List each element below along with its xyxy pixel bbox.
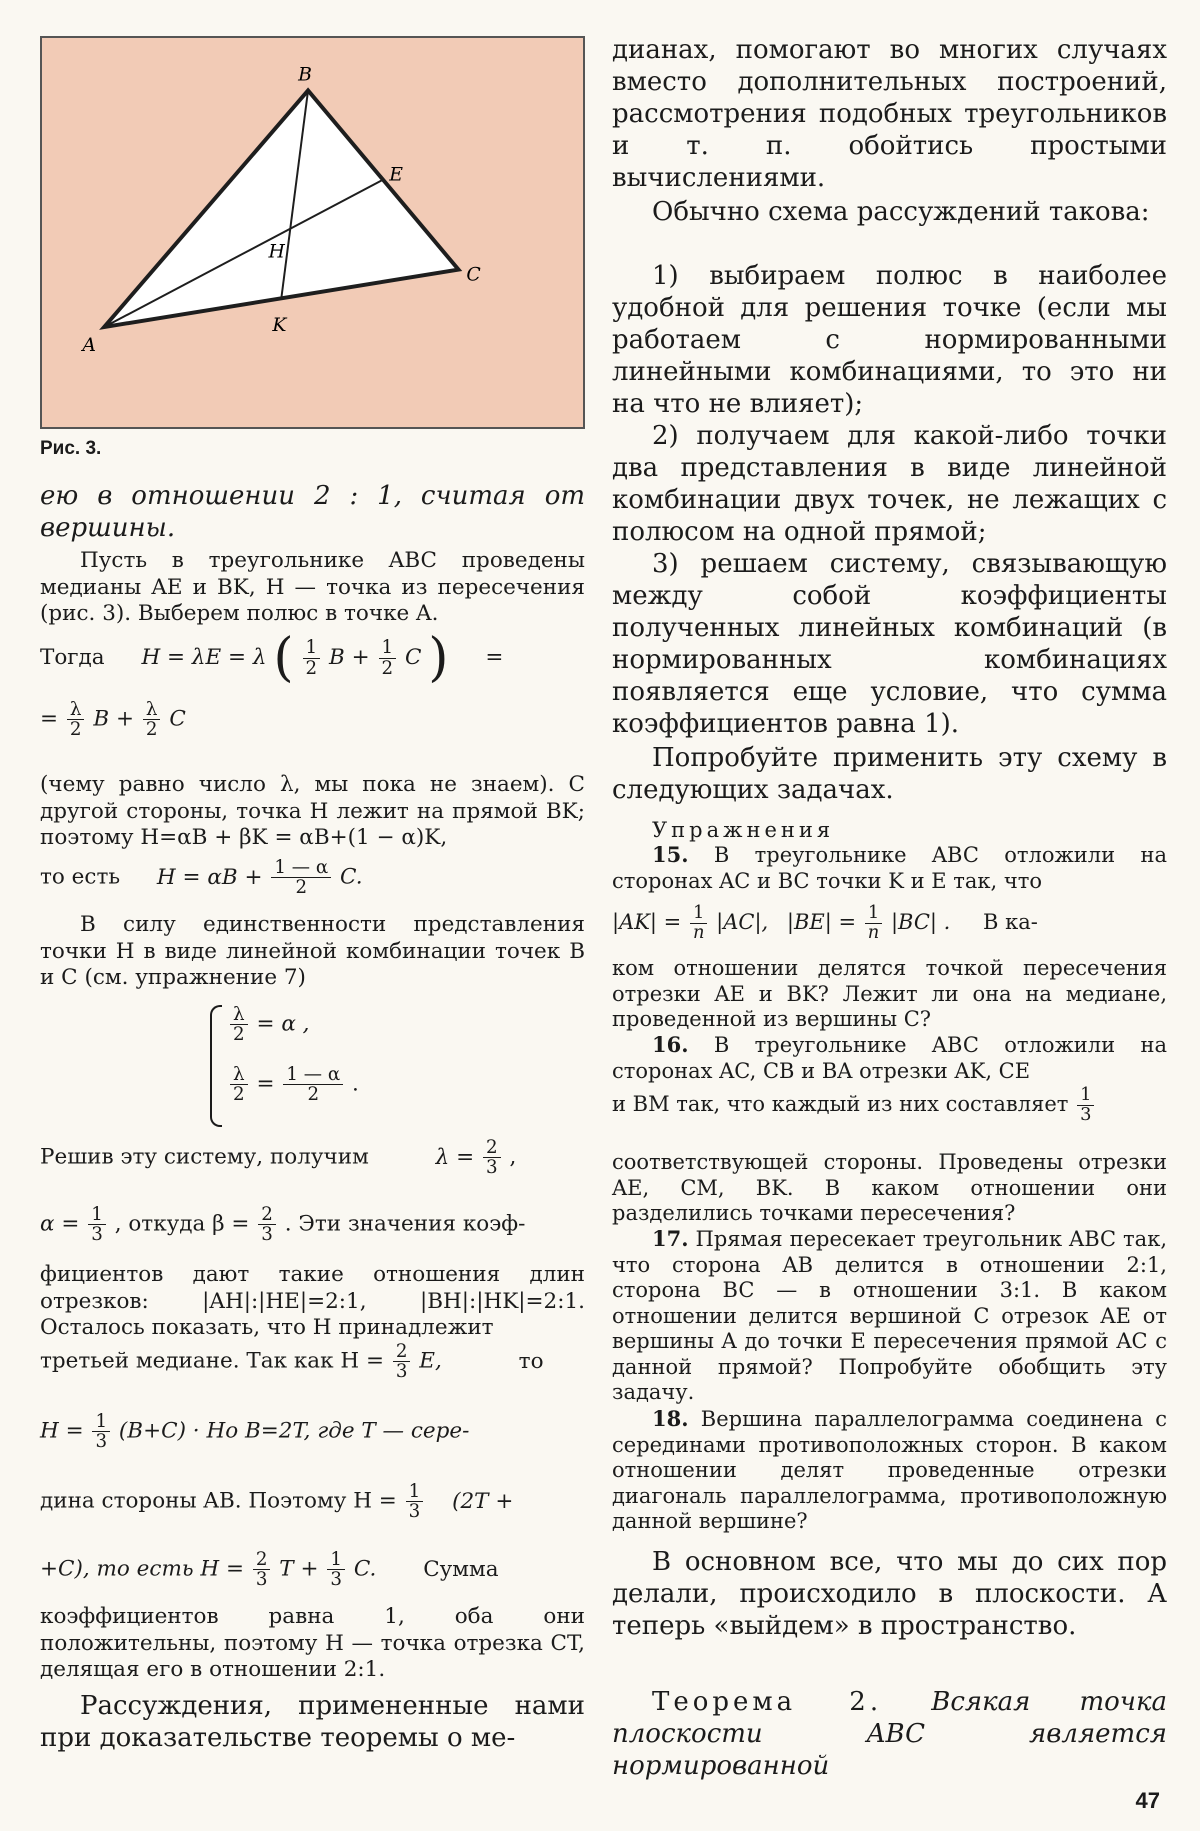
paragraph-reasoning: Рассуждения, примененные нами при доказательстве теоремы о ме- xyxy=(40,1691,585,1753)
plus-sign-2: + xyxy=(115,706,134,732)
system-row-2 xyxy=(228,1065,359,1104)
tretey-text: третьей медиане. Так как H = xyxy=(40,1348,384,1374)
frac-lambda-half-2: $\frac{\lambda}{2}$ xyxy=(143,700,161,739)
frac-two-thirds-2: $\frac{2}{3}$ xyxy=(258,1205,276,1244)
eq1-head: H = λE = λ xyxy=(141,645,267,670)
paragraph-step-3: 3) решаем систему, связывающую между собой коэффициенты полученных линейных комбинаций (в нормированных комбинациях появляется еще условие, что сумма коэффициентов равна 1). xyxy=(612,549,1167,739)
bc-abs: |BC| . xyxy=(890,909,951,934)
frac-one-n-1: $\frac{1}{n}$ xyxy=(690,904,708,943)
exercise-16-number: 16. xyxy=(652,1032,689,1057)
label-c: C xyxy=(466,264,481,286)
exercises-heading: Упражнения xyxy=(652,818,835,842)
equation-h-third xyxy=(40,1412,585,1451)
solution-line-1 xyxy=(40,1138,585,1177)
paragraph-uniqueness: В силу единственности представления точки H в виде линейной комбинации точек B и C (см. упражнение 7) xyxy=(40,912,585,990)
comma-1: , xyxy=(509,1144,517,1170)
two-t: (2T + xyxy=(452,1488,514,1514)
ak-eq: |AK| = xyxy=(612,909,682,934)
paragraph-medians-cont: дианах, помогают во многих случаях вместо дополнительных построений, рассмотрения подобных треугольников и т. п. обойтись простыми вычислениями. xyxy=(612,35,1167,193)
c-symbol-2: C xyxy=(169,706,186,732)
intro-text: ею в отношении 2 : 1, считая от вершины. xyxy=(40,481,585,543)
c-end: C. xyxy=(353,1556,377,1582)
frac-one-minus-alpha: $\frac{1 — \alpha}{2}$ xyxy=(271,858,331,897)
exercise-15-equation xyxy=(612,904,1167,943)
be-eq: |BE| = xyxy=(786,909,857,934)
frac-two-thirds-4: $\frac{2}{3}$ xyxy=(253,1550,271,1589)
paragraph-step-1: 1) выбираем полюс в наиболее удобной для решения точке (если мы работаем с нормированными линейными комбинациями, то это ни на что не влияет); xyxy=(612,261,1167,419)
b-symbol-2: B xyxy=(93,706,110,732)
ac-abs: |AC|, xyxy=(716,909,769,934)
frac-one-third-5: $\frac{1}{3}$ xyxy=(1077,1086,1094,1125)
t-plus: T + xyxy=(279,1556,319,1582)
exercise-16-question: соответствующей стороны. Проведены отрезки AE, CM, BK. В каком отношении они разделились точками пересечения? xyxy=(612,1150,1167,1225)
exercise-17-number: 17. xyxy=(652,1226,689,1251)
label-k: K xyxy=(272,314,287,336)
paragraph-try: Попробуйте применить эту схему в следующих задачах. xyxy=(612,743,1167,805)
paragraph-step-2: 2) получаем для какой-либо точки два представления в виде линейной комбинации двух точек, не лежащих с полюсом на одной прямой; xyxy=(612,421,1167,547)
frac-half-1: $\frac{1}{2}$ xyxy=(303,638,321,677)
sys1-rhs: = α , xyxy=(256,1011,310,1037)
system-brace xyxy=(210,1005,222,1127)
eti-text: . Эти значения коэф- xyxy=(284,1211,526,1237)
theorem-label: Теорема 2. xyxy=(652,1687,883,1717)
page-number: 47 xyxy=(1135,1788,1160,1813)
solution-text: Решив эту систему, получим xyxy=(40,1144,369,1170)
exercise-18-text: Вершина параллелограмма соединена с серединами противоположных сторон. В каком отношении делят проведенные отрезки диагональ параллелограмма, противоположную данной вершине? xyxy=(612,1407,1167,1533)
frac-one-third-3: $\frac{1}{3}$ xyxy=(406,1482,424,1521)
frac-lambda-half-4: $\frac{\lambda}{2}$ xyxy=(230,1065,248,1104)
exercise-16-text: В треугольнике ABC отложили на сторонах AC, CB и BA отрезки AK, CE xyxy=(612,1033,1167,1083)
paragraph-medians: Пусть в треугольнике ABC проведены медианы AE и BK, H — точка из пересечения (рис. 3). Выберем полюс в точке A. xyxy=(40,548,585,626)
paren-open: ( xyxy=(273,628,294,688)
paragraph-space: В основном все, что мы до сих пор делали, происходило в плоскости. А теперь «выйдем» в пространство. xyxy=(612,1547,1167,1641)
paragraph-scheme: Обычно схема рассуждений такова: xyxy=(652,197,1150,227)
equals-sign: = xyxy=(485,645,504,670)
h-eq: H = xyxy=(40,1418,84,1444)
paragraph-coefficients: фициентов дают такие отношения длин отрезков: |AH|:|HE|=2:1, |BH|:|HK|=2:1. Осталось показать, что H принадлежит xyxy=(40,1262,585,1340)
frac-one-n-2: $\frac{1}{n}$ xyxy=(865,904,883,943)
equation-midpoint xyxy=(40,1482,585,1521)
bc-part: (B+C) · Но B=2T, где T — сере- xyxy=(118,1418,470,1444)
eq2-head: H = αB + xyxy=(156,864,263,890)
summa-text: Сумма xyxy=(423,1556,499,1582)
solution-line-2 xyxy=(40,1205,585,1244)
frac-lambda-half-3: $\frac{\lambda}{2}$ xyxy=(230,1005,248,1044)
frac-two-thirds-3: $\frac{2}{3}$ xyxy=(393,1342,411,1381)
e-comma: E, xyxy=(419,1348,442,1374)
sys2-eq: = xyxy=(256,1071,275,1097)
c-symbol: C xyxy=(404,645,422,670)
label-a: A xyxy=(82,334,96,356)
v-ka-text: В ка- xyxy=(983,909,1038,934)
exercise-15-question: ком отношении делятся точкой пересечения отрезки AE и BK? Лежит ли она на медиане, проведенной из вершины C? xyxy=(612,956,1167,1031)
frac-one-minus-alpha-2: $\frac{1 — \alpha}{2}$ xyxy=(283,1065,343,1104)
frac-one-third-2: $\frac{1}{3}$ xyxy=(92,1412,110,1451)
exercise-16-text-b: и BM так, что каждый из них составляет xyxy=(612,1091,1069,1116)
lambda-eq: λ = xyxy=(435,1144,475,1170)
equation-1 xyxy=(40,628,585,688)
exercise-15-number: 15. xyxy=(652,842,689,867)
frac-lambda-half-1: $\frac{\lambda}{2}$ xyxy=(67,700,85,739)
paragraph-other-side: (чему равно число λ, мы пока не знаем). С другой стороны, точка H лежит на прямой BK; поэтому H=αB + βK = αB+(1 − α)K, xyxy=(40,772,585,850)
frac-one-third-4: $\frac{1}{3}$ xyxy=(327,1550,345,1589)
exercise-18-number: 18. xyxy=(652,1406,689,1431)
system-row-1 xyxy=(228,1005,310,1044)
plus-sign: + xyxy=(351,645,370,670)
exercise-15-text: В треугольнике ABC отложили на сторонах AC и BC точки K и E так, что xyxy=(612,843,1167,893)
label-b: B xyxy=(298,64,312,86)
theorem-text: Всякая точка плоскости ABC является нормированной xyxy=(612,1687,1167,1781)
paren-close: ) xyxy=(428,628,449,688)
exercise-18 xyxy=(612,1406,1167,1535)
exercise-17-text: Прямая пересекает треугольник ABC так, что сторона AB делится в отношении 2:1, сторона BC — в отношении 3:1. В каком отношении делится вершиной C отрезок AE от вершины A до точки E пересечения прямой AC с данной прямой? Попробуйте обобщить эту задачу. xyxy=(612,1227,1167,1404)
exercise-17 xyxy=(612,1226,1167,1406)
label-e: E xyxy=(389,164,403,186)
frac-half-2: $\frac{1}{2}$ xyxy=(379,638,397,677)
exercise-16-fraction-line xyxy=(612,1086,1167,1125)
c-dot: C. xyxy=(340,864,363,890)
alpha-eq: α = xyxy=(40,1211,80,1237)
to-text: то xyxy=(518,1348,544,1374)
frac-one-third-1: $\frac{1}{3}$ xyxy=(88,1205,106,1244)
equals-sign-2: = xyxy=(40,706,59,732)
equation-third-median xyxy=(40,1342,585,1381)
label-h: H xyxy=(268,241,285,263)
plus-c-text: +C), то есть H = xyxy=(40,1556,244,1582)
triangle-diagram xyxy=(42,38,583,427)
figure-caption: Рис. 3. xyxy=(40,438,102,459)
togda-label: Тогда xyxy=(40,645,105,670)
theorem-2 xyxy=(612,1686,1167,1782)
exercise-16-intro xyxy=(612,1032,1167,1084)
equation-1b xyxy=(40,700,585,739)
b-symbol: B xyxy=(328,645,345,670)
paragraph-sum: коэффициентов равна 1, оба они положительны, поэтому H — точка отрезка CT, делящая его в отношении 2:1. xyxy=(40,1604,585,1682)
exercise-15-intro xyxy=(612,842,1167,894)
triangle-figure xyxy=(40,36,585,429)
equation-2 xyxy=(40,858,585,897)
otkuda-text: , откуда β = xyxy=(114,1211,250,1237)
equation-final xyxy=(40,1550,585,1589)
frac-two-thirds-1: $\frac{2}{3}$ xyxy=(483,1138,501,1177)
dina-text: дина стороны AB. Поэтому H = xyxy=(40,1488,397,1514)
sys2-dot: . xyxy=(352,1071,359,1097)
to-est-label: то есть xyxy=(40,864,121,890)
